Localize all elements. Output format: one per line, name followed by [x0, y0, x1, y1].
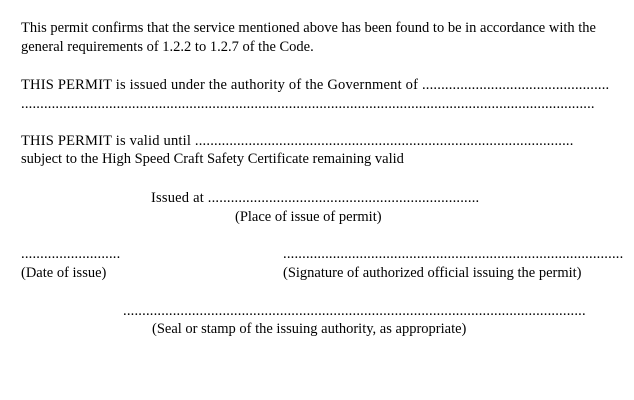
signature-dots: ......................................................................................... [283, 246, 624, 262]
signature-caption: (Signature of authorized official issuing the permit) [283, 265, 582, 281]
date-of-issue-caption: (Date of issue) [21, 265, 107, 281]
place-of-issue-caption: (Place of issue of permit) [235, 209, 382, 225]
intro-text-line-1: This permit confirms that the service mentioned above has been found to be in accordance with the [21, 20, 596, 36]
validity-statement-line-2: subject to the High Speed Craft Safety Certificate remaining valid [21, 151, 404, 167]
intro-text-line-2: general requirements of 1.2.2 to 1.2.7 of the Code. [21, 39, 314, 55]
date-of-issue-dots: .......................... [21, 246, 121, 262]
seal-dots: ......................................................................................................................... [123, 303, 586, 319]
authority-statement-line-2: ...................................................................................................................................................... [21, 96, 595, 112]
seal-caption: (Seal or stamp of the issuing authority, as appropriate) [152, 321, 467, 337]
issued-at-line: Issued at ....................................................................... [151, 190, 480, 206]
authority-statement-line-1: THIS PERMIT is issued under the authority of the Government of ................................................. [21, 77, 610, 93]
validity-statement-line-1: THIS PERMIT is valid until ................................................................................................... [21, 133, 574, 149]
